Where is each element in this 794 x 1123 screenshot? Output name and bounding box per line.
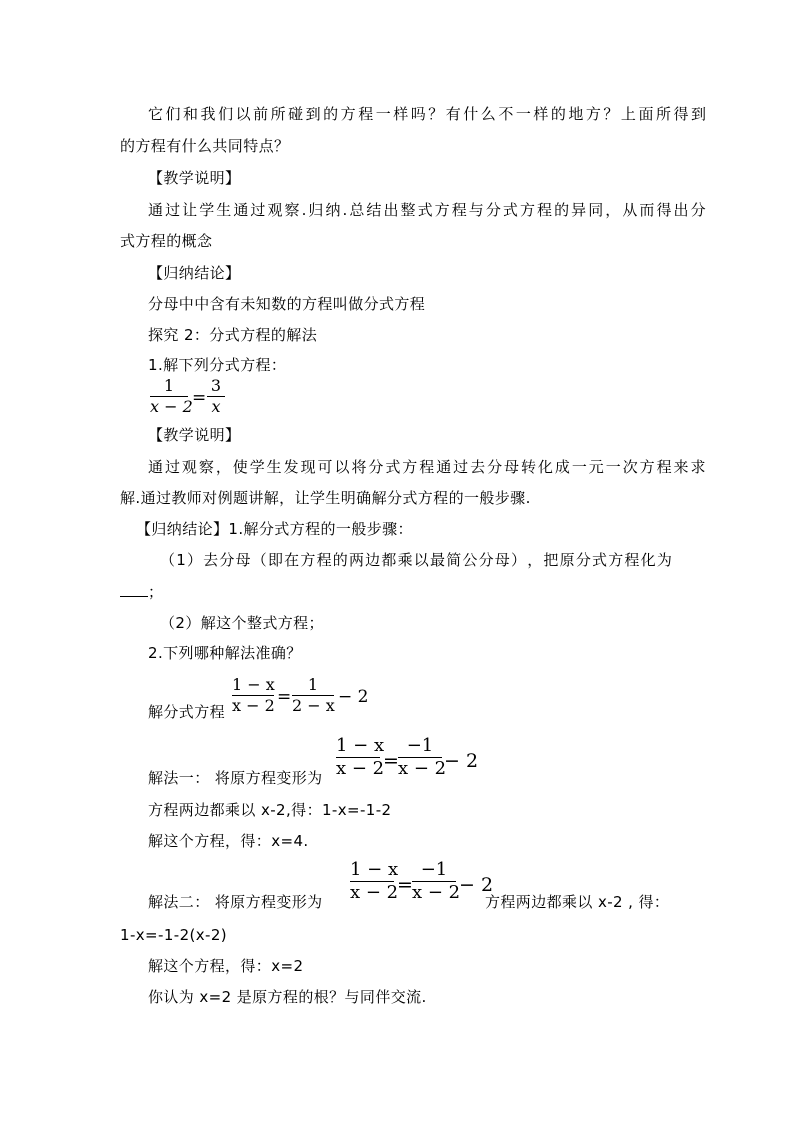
explore-heading: 探究 2：分式方程的解法 [148, 326, 318, 344]
section-heading-teaching: 【教学说明】 [148, 426, 241, 444]
step-1-line: （ 1 ） 去 分 母 （ 即 在 方 程 的 两 边 都 乘 以 最 简 公 分 母 ） ， 把 原 分 式 方 程 化 为 [160, 551, 672, 569]
equation-2-tail: − 2 [338, 687, 369, 707]
method-1-step-1: 方程两边都乘以 x-2,得：1-x=-1-2 [148, 801, 392, 819]
step-1-continuation: ； [120, 582, 163, 602]
paragraph-line: 解.通过教师对例题讲解，让学生明确解分式方程的一般步骤. [120, 489, 531, 507]
equation-4-left-fraction: 1 − x x − 2 [350, 859, 399, 903]
equation-3-tail: − 2 [444, 750, 479, 772]
method-1-label: 解法一： 将原方程变形为 [148, 769, 323, 787]
conclusion-heading: 【归纳结论】1.解分式方程的一般步骤： [136, 520, 413, 538]
equation-1-left-fraction: 1 x − 2 [150, 376, 193, 416]
method-2-label: 解法二： 将原方程变形为 [148, 893, 323, 911]
equals-sign: = [383, 750, 399, 772]
equation-2-right-fraction: 1 2 − x [292, 675, 335, 715]
paragraph-line: 通 过 观 察 ， 使 学 生 发 现 可 以 将 分 式 方 程 通 过 去 分 母 转 化 成 一 元 一 次 方 程 来 求 [148, 458, 706, 476]
definition-text: 分母中中含有未知数的方程叫做分式方程 [148, 295, 426, 313]
fill-in-blank [120, 582, 148, 597]
equation-4-right-fraction: −1 x − 2 [412, 859, 461, 903]
question-2: 2.下列哪种解法准确？ [148, 644, 302, 662]
equals-sign: = [397, 874, 413, 896]
paragraph-line: 它 们 和 我 们 以 前 所 碰 到 的 方 程 一 样 吗 ？ 有 什 么 不 一 样 的 地 方 ？ 上 面 所 得 到 [148, 105, 706, 123]
equation-3-right-fraction: −1 x − 2 [398, 735, 447, 779]
method-1-step-2: 解这个方程，得：x=4. [148, 832, 309, 850]
paragraph-line: 式方程的概念 [120, 232, 213, 250]
step-2: （2）解这个整式方程； [160, 614, 324, 632]
method-2-step-1: 1-x=-1-2(x-2) [120, 926, 228, 944]
section-heading-conclusion: 【归纳结论】 [148, 264, 241, 282]
section-heading-teaching: 【教学说明】 [148, 169, 241, 187]
final-question: 你认为 x=2 是原方程的根？与同伴交流. [148, 988, 427, 1006]
equation-4-tail: − 2 [459, 874, 494, 896]
method-2-after: 方程两边都乘以 x-2 , 得： [485, 893, 670, 911]
equation-1-right-fraction: 3 x [207, 377, 225, 416]
equation-3-left-fraction: 1 − x x − 2 [336, 735, 385, 779]
question-1: 1.解下列分式方程： [148, 356, 287, 374]
paragraph-line: 的方程有什么共同特点？ [120, 137, 290, 155]
solve-label: 解分式方程 [148, 703, 226, 721]
paragraph-line: 通 过 让 学 生 通 过 观 察 . 归 纳 . 总 结 出 整 式 方 程 与 分 式 方 程 的 异 同 ， 从 而 得 出 分 [148, 201, 706, 219]
method-2-step-2: 解这个方程，得：x=2 [148, 957, 304, 975]
equals-sign: = [192, 388, 207, 408]
equals-sign: = [277, 687, 292, 707]
equation-2-left-fraction: 1 − x x − 2 [232, 675, 275, 715]
